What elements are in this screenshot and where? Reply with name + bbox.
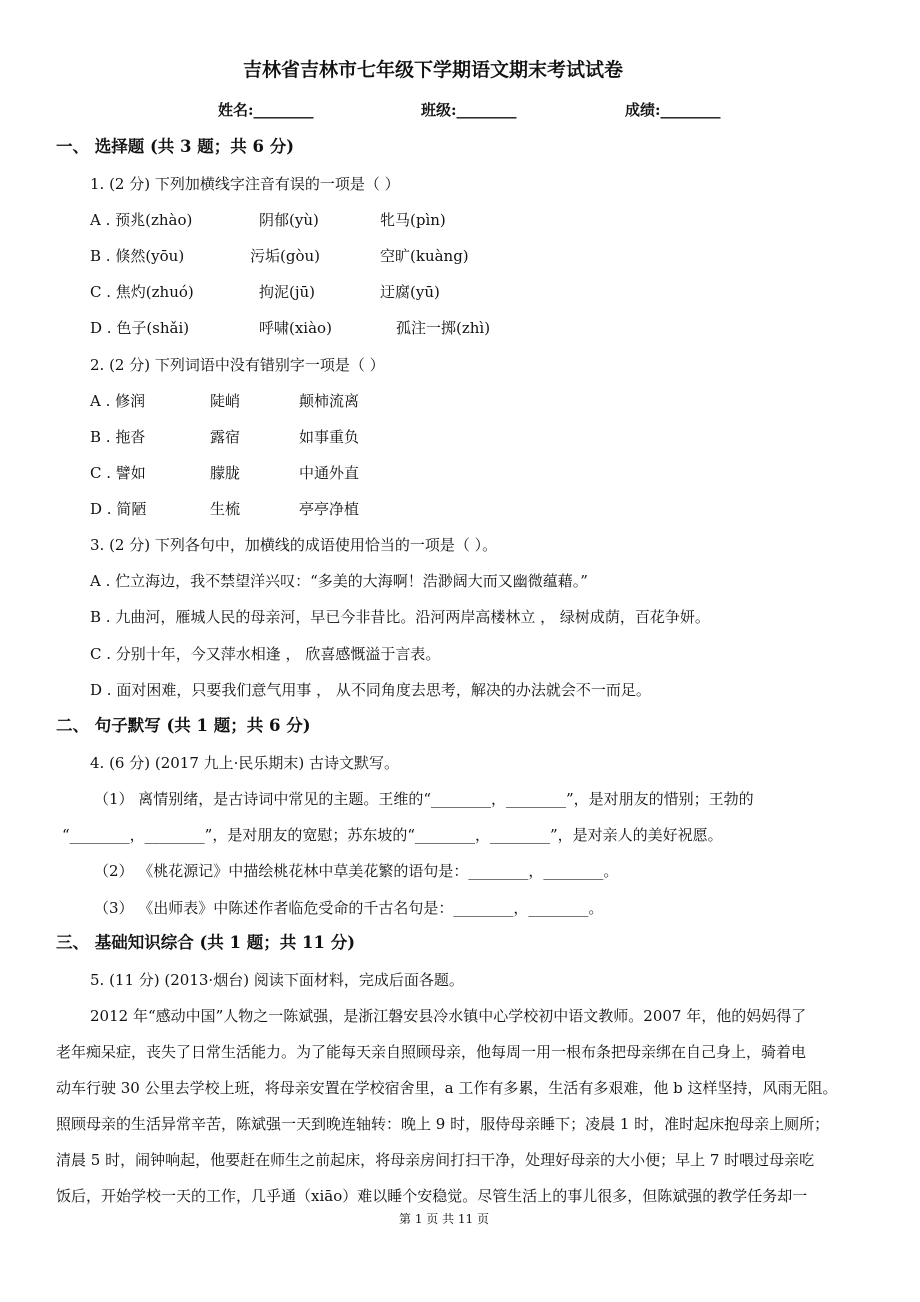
section-1-heading: 一、 选择题 (共 3 题；共 6 分) <box>56 137 295 156</box>
q4-part-3: （3） 《出师表》中陈述作者临危受命的千古名句是：________，________。 <box>94 899 604 917</box>
section-3-heading: 三、 基础知识综合 (共 1 题；共 11 分) <box>56 933 356 952</box>
q3-option-b: B . 九曲河，雁城人民的母亲河，早已今非昔比。沿河两岸高楼林立 ， 绿树成荫，百花争妍。 <box>90 608 710 626</box>
q4-part-2: （2） 《桃花源记》中描绘桃花林中草美花繁的语句是：________，________。 <box>94 862 619 880</box>
q4-part-1-line-1: （1） 离情别绪，是古诗词中常见的主题。王维的“________，________”，是对朋友的惜别；王勃的 <box>94 790 754 808</box>
class-field: 班级:________ <box>421 101 517 119</box>
q3-option-d: D . 面对困难，只要我们意气用事 ， 从不同角度去思考，解决的办法就会不一而足。 <box>90 681 651 699</box>
question-5-stem: 5. (11 分) (2013·烟台) 阅读下面材料，完成后面各题。 <box>90 971 464 989</box>
question-4-stem: 4. (6 分) (2017 九上·民乐期末) 古诗文默写。 <box>90 754 400 772</box>
q3-option-c: C . 分别十年，今又萍水相逢 ， 欣喜感慨溢于言表。 <box>90 645 441 663</box>
question-1-stem: 1. (2 分) 下列加横线字注音有误的一项是（ ） <box>90 175 400 193</box>
q4-part-1-line-2: “________，________”，是对朋友的宽慰；苏东坡的“________，________”，是对亲人的美好祝愿。 <box>62 826 723 844</box>
exam-title: 吉林省吉林市七年级下学期语文期末考试试卷 <box>243 59 624 81</box>
page-footer: 第 1 页 共 11 页 <box>399 1212 489 1226</box>
question-3-stem: 3. (2 分) 下列各句中，加横线的成语使用恰当的一项是（ ）。 <box>90 536 498 554</box>
question-2-stem: 2. (2 分) 下列词语中没有错别字一项是（ ） <box>90 356 385 374</box>
section-2-heading: 二、 句子默写 (共 1 题；共 6 分) <box>56 716 311 735</box>
name-field: 姓名:________ <box>218 101 314 119</box>
score-field: 成绩:________ <box>625 101 721 119</box>
q3-option-a: A . 伫立海边，我不禁望洋兴叹：“多美的大海啊！浩渺阔大而又幽微蕴藉。” <box>90 572 588 590</box>
